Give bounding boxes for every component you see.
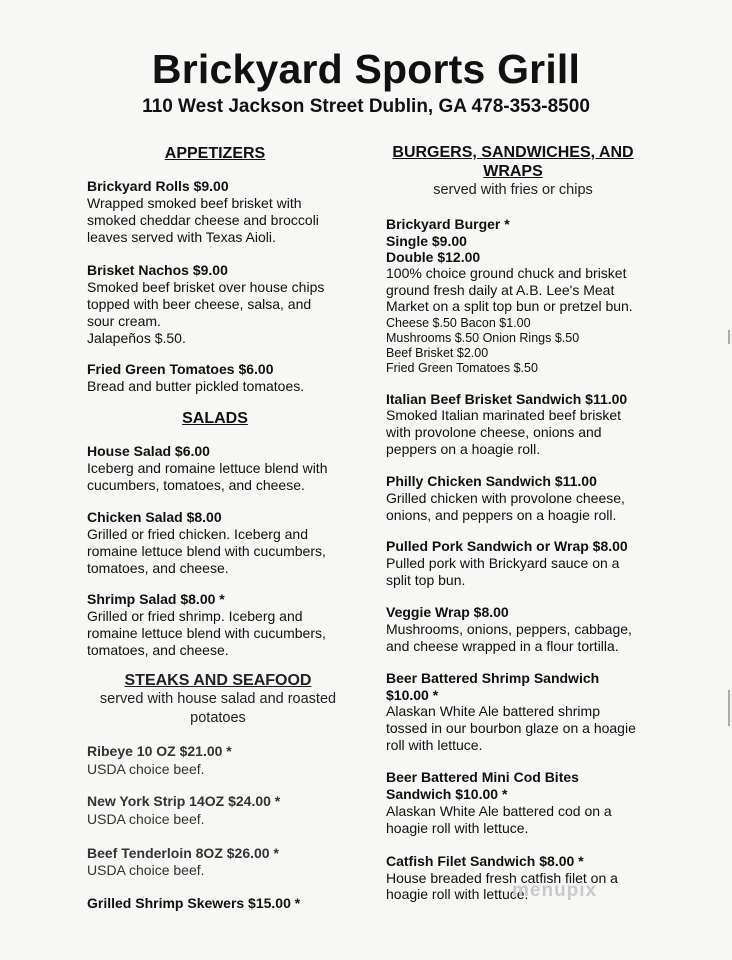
item-name: Brickyard Rolls $9.00 <box>87 178 229 194</box>
item-description: Grilled or fried shrimp. Iceberg and <box>87 608 303 624</box>
item-name: Italian Beef Brisket Sandwich $11.00 <box>386 391 628 407</box>
restaurant-address: 110 West Jackson Street Dublin, GA 478-353-8500 <box>142 96 590 117</box>
item-description: Market on a split top bun or pretzel bun. <box>386 298 633 314</box>
item-description: 100% choice ground chuck and brisket <box>386 265 627 281</box>
burgers-subheading: served with fries or chips <box>433 182 593 198</box>
item-description: Smoked beef brisket over house chips <box>87 279 325 295</box>
item-name: Catfish Filet Sandwich $8.00 * <box>386 853 584 869</box>
item-description: roll with lettuce. <box>386 737 483 753</box>
item-description: Bread and butter pickled tomatoes. <box>87 378 305 394</box>
steaks-subheading: served with house salad and roasted <box>99 691 337 707</box>
item-description: USDA choice beef. <box>87 811 205 827</box>
item-description: smoked cheddar cheese and broccoli <box>87 212 319 228</box>
item-name: Philly Chicken Sandwich $11.00 <box>386 473 597 489</box>
item-name: Beer Battered Shrimp Sandwich <box>386 670 600 686</box>
appetizers-heading: APPETIZERS <box>164 145 266 162</box>
item-addon: Fried Green Tomatoes $.50 <box>386 361 538 375</box>
item-name: Beef Tenderloin 8OZ $26.00 * <box>87 845 279 861</box>
scan-mark <box>728 690 730 726</box>
item-name: Grilled Shrimp Skewers $15.00 * <box>87 895 301 911</box>
item-price: Sandwich $10.00 * <box>386 786 508 802</box>
burgers-heading: WRAPS <box>483 163 543 180</box>
item-description: tossed in our bourbon glaze on a hoagie <box>386 720 636 736</box>
item-description: Grilled chicken with provolone cheese, <box>386 490 625 506</box>
item-addon: Cheese $.50 Bacon $1.00 <box>386 316 531 330</box>
item-price: Single $9.00 <box>386 233 467 249</box>
item-description: USDA choice beef. <box>87 761 205 777</box>
restaurant-title: Brickyard Sports Grill <box>151 46 581 92</box>
salads-heading: SALADS <box>182 410 248 427</box>
item-description: cucumbers, tomatoes, and cheese. <box>87 477 305 493</box>
item-description: romaine lettuce blend with cucumbers, <box>87 625 326 641</box>
item-description: Alaskan White Ale battered cod on a <box>386 803 612 819</box>
item-description: split top bun. <box>386 572 466 588</box>
item-description: romaine lettuce blend with cucumbers, <box>87 543 326 559</box>
item-addon: Beef Brisket $2.00 <box>386 346 489 360</box>
item-name: Veggie Wrap $8.00 <box>386 604 509 620</box>
item-name: Ribeye 10 OZ $21.00 * <box>87 743 232 759</box>
item-description: tomatoes, and cheese. <box>87 560 229 576</box>
item-description: ground fresh daily at A.B. Lee's Meat <box>386 282 615 298</box>
item-name: House Salad $6.00 <box>87 443 210 459</box>
item-price: Double $12.00 <box>386 249 481 265</box>
burgers-heading: BURGERS, SANDWICHES, AND <box>392 144 634 161</box>
item-name: New York Strip 14OZ $24.00 * <box>87 793 281 809</box>
item-description: Pulled pork with Brickyard sauce on a <box>386 555 620 571</box>
item-description: and cheese wrapped in a flour tortilla. <box>386 638 619 654</box>
item-description: Smoked Italian marinated beef brisket <box>386 407 622 423</box>
steaks-heading: STEAKS AND SEAFOOD <box>124 672 312 689</box>
item-description: leaves served with Texas Aioli. <box>87 229 276 245</box>
item-description: Grilled or fried chicken. Iceberg and <box>87 526 308 542</box>
item-description: topped with beer cheese, salsa, and <box>87 296 312 312</box>
item-description: Iceberg and romaine lettuce blend with <box>87 460 328 476</box>
item-name: Shrimp Salad $8.00 * <box>87 591 225 607</box>
item-description: hoagie roll with lettuce. <box>386 886 529 902</box>
watermark-text: menupix <box>512 880 598 901</box>
item-name: Brisket Nachos $9.00 <box>87 262 228 278</box>
item-description: onions, and peppers on a hoagie roll. <box>386 507 617 523</box>
item-description: peppers on a hoagie roll. <box>386 441 541 457</box>
item-name: Chicken Salad $8.00 <box>87 509 222 525</box>
item-name: Pulled Pork Sandwich or Wrap $8.00 <box>386 538 628 554</box>
item-description: Mushrooms, onions, peppers, cabbage, <box>386 621 632 637</box>
item-description: Wrapped smoked beef brisket with <box>87 195 302 211</box>
item-description: hoagie roll with lettuce. <box>386 820 529 836</box>
item-description: USDA choice beef. <box>87 862 205 878</box>
scan-mark <box>728 330 730 344</box>
item-name: Beer Battered Mini Cod Bites <box>386 769 579 785</box>
item-name: Brickyard Burger * <box>386 216 510 232</box>
item-price: $10.00 * <box>386 687 439 703</box>
item-addon: Mushrooms $.50 Onion Rings $.50 <box>386 331 580 345</box>
item-description: Alaskan White Ale battered shrimp <box>386 703 600 719</box>
item-description: Jalapeños $.50. <box>87 330 186 346</box>
steaks-subheading: potatoes <box>190 710 246 726</box>
item-description: tomatoes, and cheese. <box>87 642 229 658</box>
item-description: sour cream. <box>87 313 161 329</box>
item-name: Fried Green Tomatoes $6.00 <box>87 361 274 377</box>
item-description: with provolone cheese, onions and <box>386 424 602 440</box>
item-description: House breaded fresh catfish filet on a <box>386 870 618 886</box>
